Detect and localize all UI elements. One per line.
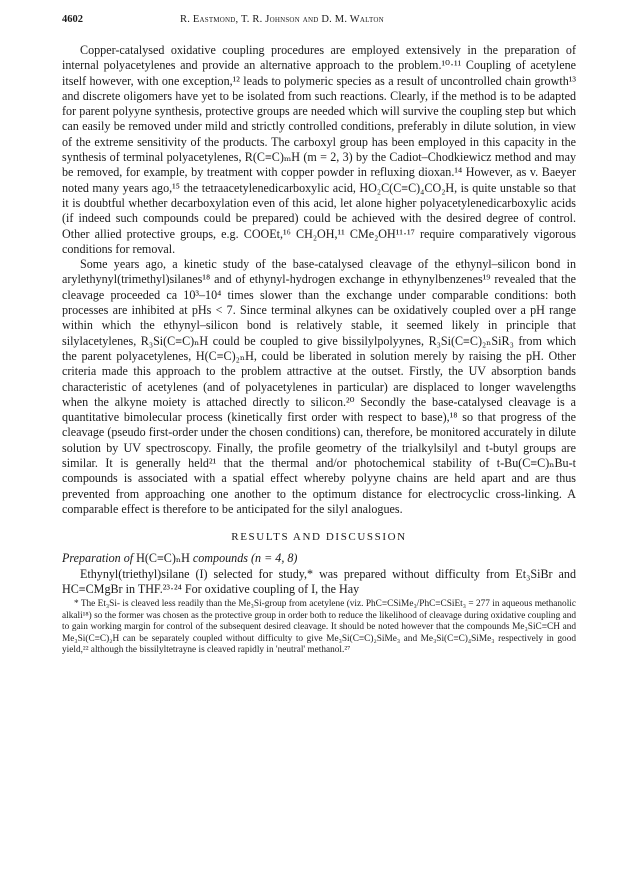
page-number: 4602 <box>62 14 83 25</box>
paragraph-3: Ethynyl(triethyl)silane (I) selected for study,* was prepared without difficulty from Et₃SiBr and HC≡CMgBr in THF.²³·²⁴ For oxidative coupling of I, the Hay <box>62 566 576 596</box>
section-title: RESULTS AND DISCUSSION <box>231 531 407 544</box>
subsection-prefix: Preparation of <box>62 551 137 566</box>
subsection-heading <box>62 551 576 566</box>
footnote: * The Et₃Si- is cleaved less readily than the Me₃Si-group from acetylene (viz. PhC≡CSiMe₃/PhC≡CSiEt₃ = 277 in aqueous methanolic alkali¹⁸) so the former was chosen as the protective group in order both to reduce the likelihood of cleavage during oxidative coupling and to gain working margin for control of the subsequent desired cleavage. It should be noted however that the compounds Me₃SiC≡CH and Me₃Si(C≡C)₂H can be separately coupled without difficulty to give Me₃Si(C≡C)₂SiMe₃ and Me₃Si(C≡C)₄SiMe₃ respectively in good yield,²² although the bissilyltetrayne is cleaved rapidly in 'neutral' methanol.²⁷ <box>62 599 576 656</box>
page-header <box>62 14 576 30</box>
running-head: R. Eastmond, T. R. Johnson and D. M. Walton <box>180 14 384 25</box>
subsection-suffix: compounds (n = 4, 8) <box>189 551 298 566</box>
paragraph-2: Some years ago, a kinetic study of the base-catalysed cleavage of the ethynyl–silicon bond in arylethynyl(trimethyl)silanes¹⁸ and of ethynyl-hydrogen exchange in ethynylbenzenes¹⁹ revealed that the cleavage proceeded ca 10³–10⁴ times slower than the exchange under comparable conditions: both processes are inhibited at pHs < 7. Since terminal alkynes can be oxidatively coupled over a pH range within which the ethynyl–silicon bond is relatively stable, it seemed likely in principle that silylacetylenes, R₃Si(C≡C)ₙH could be coupled to give bissilylpolyynes, R₃Si(C≡C)₂ₙSiR₃ from which the parent polyacetylenes, H(C≡C)₂ₙH, could be liberated in solution merely by raising the pH. Other criteria made this approach to the problem attractive at the outset. Firstly, the UV absorption bands characteristic of acetylenes (and of polyacetylenes in particular) are displaced to longer wavelengths when the alkyne moiety is attached directly to silicon.²⁰ Secondly the base-catalysed cleavage is a quantitative bimolecular process (kinetically first order with respect to base),¹⁸ so that progress of the cleavage (pseudo first-order under the chosen conditions) can, therefore, be monitored accurately in dilute solution by UV spectroscopy. Finally, the profile geometry of the trialkylsilyl and t-butyl groups are similar. It is generally held²¹ that the thermal and/or photochemical stability of t-Bu(C≡C)ₙBu-t compounds is associated with a spatial effect whereby polyyne chains are held apart and are thus prevented from approaching one another to the optimum distance for electrocyclic cross-linking. A comparable effect is therefore to be anticipated for the silyl analogues. <box>62 257 576 516</box>
subsection-formula: H(C≡C)ₙH <box>136 551 190 566</box>
paragraph-1: Copper-catalysed oxidative coupling procedures are employed extensively in the preparation of internal polyacetylenes and provide an alternative approach to the problem.¹⁰·¹¹ Coupling of acetylene itself however, with one exception,¹² leads to polymeric species as a result of uncontrolled chain growth¹³ and discrete oligomers have yet to be isolated from such reactions. Clearly, if the method is to be adapted for parent polyyne synthesis, protective groups are needed which will survive the coupling step but which can easily be removed under mild and strictly controlled conditions, preferably in dilute solution, in view of the extreme sensitivity of the products. The carboxyl group has been employed in this capacity in the synthesis of terminal polyacetylenes, R(C≡C)ₘH (m = 2, 3) by the Cadiot–Chodkiewicz method and may be removed, for example, by treatment with copper powder in refluxing dioxan.¹⁴ However, as v. Baeyer noted many years ago,¹⁵ the tetraacetylenedicarboxylic acid, HO₂C(C≡C)₄CO₂H, is quite unstable so that it is doubtful whether decarboxylation even of this acid, let alone higher polyacetylenedicarboxylic acids (if indeed such compounds could be prepared) could be achieved with the desired degree of control. Other allied protective groups, e.g. COOEt,¹⁶ CH₂OH,¹¹ CMe₂OH¹¹·¹⁷ require comparatively vigorous conditions for removal. <box>62 43 576 256</box>
